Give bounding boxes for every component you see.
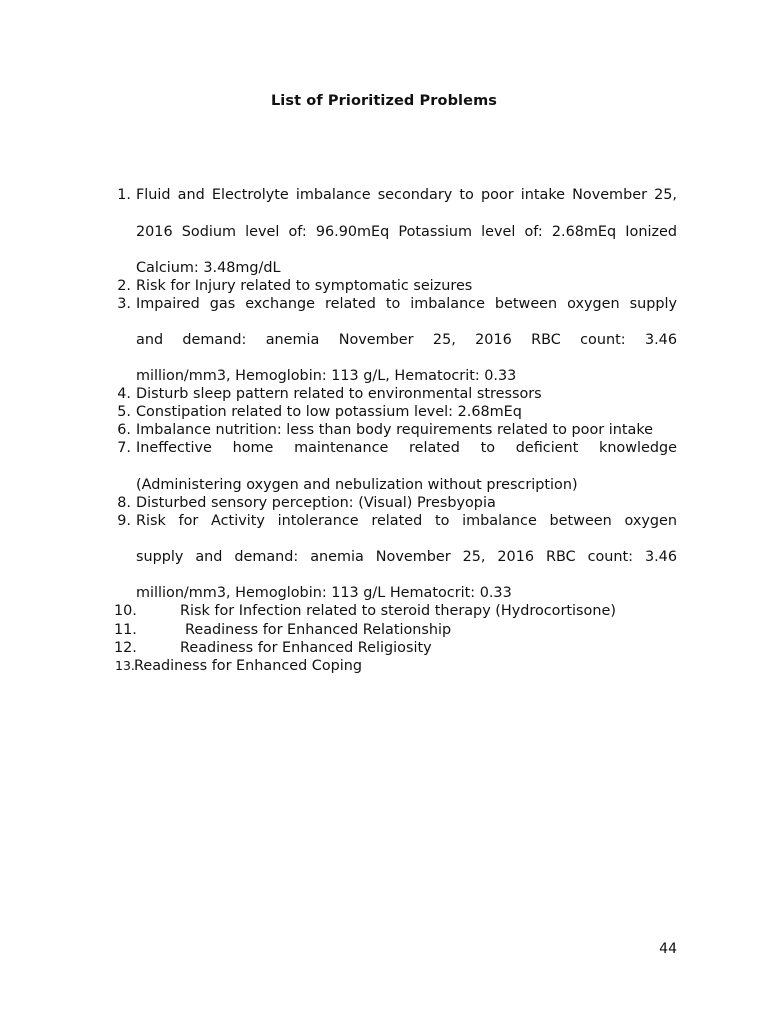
list-item-number: 3. <box>117 296 131 312</box>
list-item-text: million/mm3, Hemoglobin: 113 g/L, Hematocrit: 0.33 <box>136 368 517 384</box>
list-item-number: 11. <box>114 622 137 638</box>
list-item-text: Risk for Activity intolerance related to imbalance between oxygen <box>136 513 677 529</box>
page-title: List of Prioritized Problems <box>270 93 498 109</box>
list-item-number: 7. <box>117 440 131 456</box>
list-item-text: Readiness for Enhanced Coping <box>134 658 363 674</box>
list-item-text: million/mm3, Hemoglobin: 113 g/L Hematocrit: 0.33 <box>136 585 512 601</box>
list-item-number: 8. <box>117 495 131 511</box>
list-item-text: supply and demand: anemia November 25, 2016 RBC count: 3.46 <box>136 549 677 565</box>
list-item-number: 1. <box>117 187 131 203</box>
list-item-number: 4. <box>117 386 131 402</box>
list-item-text: 2016 Sodium level of: 96.90mEq Potassium level of: 2.68mEq Ionized <box>136 224 677 240</box>
list-item-number: 12. <box>114 640 137 656</box>
list-item-text: Constipation related to low potassium level: 2.68mEq <box>136 404 522 420</box>
list-item-number: 6. <box>117 422 131 438</box>
page-number: 44 <box>659 941 677 957</box>
list-item-text: Disturb sleep pattern related to environmental stressors <box>136 386 542 402</box>
list-item-text: and demand: anemia November 25, 2016 RBC count: 3.46 <box>136 332 677 348</box>
list-item-number: 13. <box>115 658 135 673</box>
list-item-text: Fluid and Electrolyte imbalance secondary to poor intake November 25, <box>136 187 677 203</box>
list-item-text: (Administering oxygen and nebulization without prescription) <box>136 477 578 493</box>
list-item-text: Impaired gas exchange related to imbalance between oxygen supply <box>136 296 677 312</box>
list-item-number: 5. <box>117 404 131 420</box>
list-item-text: Readiness for Enhanced Relationship <box>185 622 452 638</box>
list-item-text: Readiness for Enhanced Religiosity <box>180 640 432 656</box>
list-item-number: 2. <box>117 278 131 294</box>
list-item-text: Risk for Infection related to steroid therapy (Hydrocortisone) <box>180 603 616 619</box>
list-item-number: 9. <box>117 513 131 529</box>
list-item-text: Imbalance nutrition: less than body requirements related to poor intake <box>136 422 653 438</box>
list-item-text: Calcium: 3.48mg/dL <box>136 260 281 276</box>
list-item-text: Disturbed sensory perception: (Visual) Presbyopia <box>136 495 496 511</box>
list-item-number: 10. <box>114 603 137 619</box>
list-item-text: Ineffective home maintenance related to deficient knowledge <box>136 440 677 456</box>
list-item-text: Risk for Injury related to symptomatic seizures <box>136 278 473 294</box>
